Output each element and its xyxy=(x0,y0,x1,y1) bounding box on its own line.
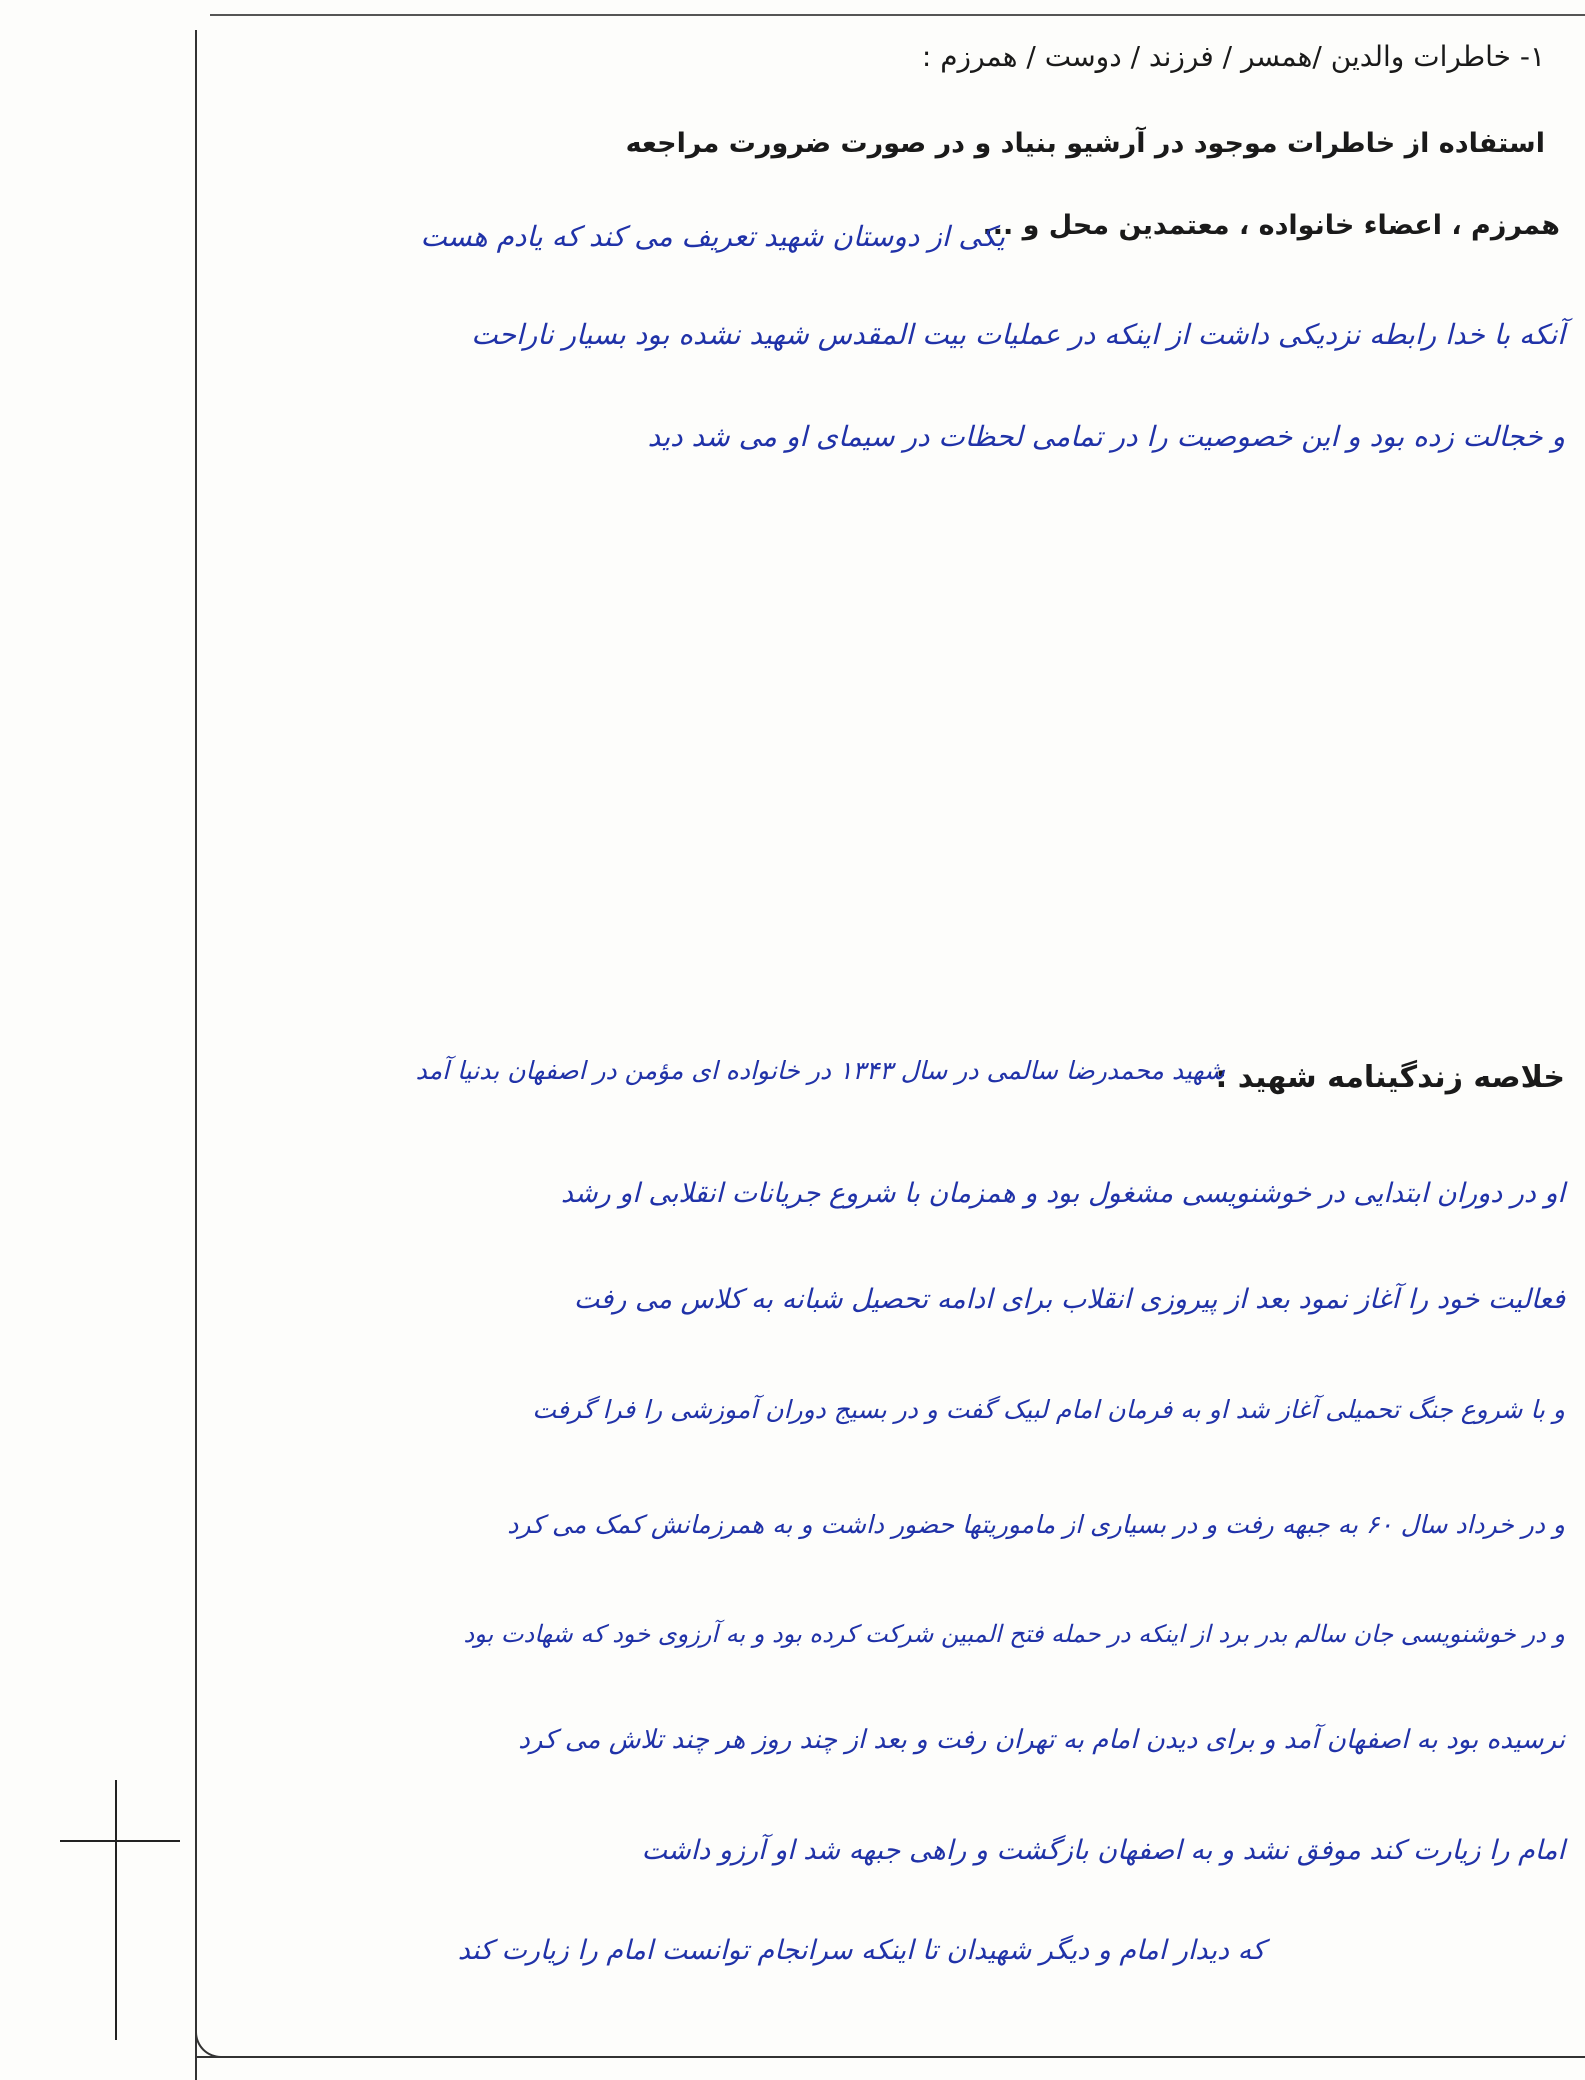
memory-handwritten-line-2: آنکه با خدا رابطه نزدیکی داشت از اینکه در عملیات بیت المقدس شهید نشده بود بسیار ناراحت xyxy=(471,318,1565,351)
summary-handwritten-line-2: او در دوران ابتدایی در خوشنویسی مشغول بود و همزمان با شروع جریانات انقلابی او رشد xyxy=(560,1178,1565,1209)
instruction-line-2: همرزم ، اعضاء خانواده ، معتمدین محل و ... xyxy=(982,210,1560,241)
summary-handwritten-line-6: و در خوشنویسی جان سالم بدر برد از اینکه در حمله فتح المبین شرکت کرده بود و به آرزوی خود که شهادت بود xyxy=(463,1620,1565,1648)
summary-handwritten-line-4: و با شروع جنگ تحمیلی آغاز شد او به فرمان امام لبیک گفت و در بسیج دوران آموزشی را فرا گرفت xyxy=(532,1395,1565,1424)
instruction-line-1: استفاده از خاطرات موجود در آرشیو بنیاد و در صورت ضرورت مراجعه xyxy=(625,128,1545,159)
bottom-border-line xyxy=(195,2056,1585,2058)
summary-handwritten-line-9: که دیدار امام و دیگر شهیدان تا اینکه سرانجام توانست امام را زیارت کند xyxy=(457,1935,1265,1966)
margin-mark-vertical xyxy=(115,1780,117,2040)
top-border-line xyxy=(210,14,1585,16)
memory-handwritten-line-1: یکی از دوستان شهید تعریف می کند که یادم هست xyxy=(420,220,1005,253)
summary-handwritten-line-8: امام را زیارت کند موفق نشد و به اصفهان بازگشت و راهی جبهه شد او آرزو داشت xyxy=(641,1835,1565,1866)
memories-heading: ١- خاطرات والدین /همسر / فرزند / دوست / همرزم : xyxy=(921,40,1545,73)
summary-handwritten-line-1: شهید محمدرضا سالمی در سال ۱۳۴۳ در خانواده ای مؤمن در اصفهان بدنیا آمد xyxy=(415,1056,1225,1085)
summary-handwritten-line-3: فعالیت خود را آغاز نمود بعد از پیروزی انقلاب برای ادامه تحصیل شبانه به کلاس می رفت xyxy=(573,1284,1565,1315)
summary-heading: خلاصه زندگینامه شهید : xyxy=(1215,1060,1565,1095)
rounded-corner xyxy=(195,2026,227,2058)
margin-mark-horizontal xyxy=(60,1840,180,1842)
left-margin-line xyxy=(195,30,197,2080)
summary-handwritten-line-7: نرسیده بود به اصفهان آمد و برای دیدن امام به تهران رفت و بعد از چند روز هر چند تلاش می کرد xyxy=(518,1725,1565,1755)
summary-handwritten-line-5: و در خرداد سال ۶۰ به جبهه رفت و در بسیاری از ماموریتها حضور داشت و به همرزمانش کمک می کرد xyxy=(507,1510,1565,1539)
memory-handwritten-line-3: و خجالت زده بود و این خصوصیت را در تمامی لحظات در سیمای او می شد دید xyxy=(647,420,1565,453)
